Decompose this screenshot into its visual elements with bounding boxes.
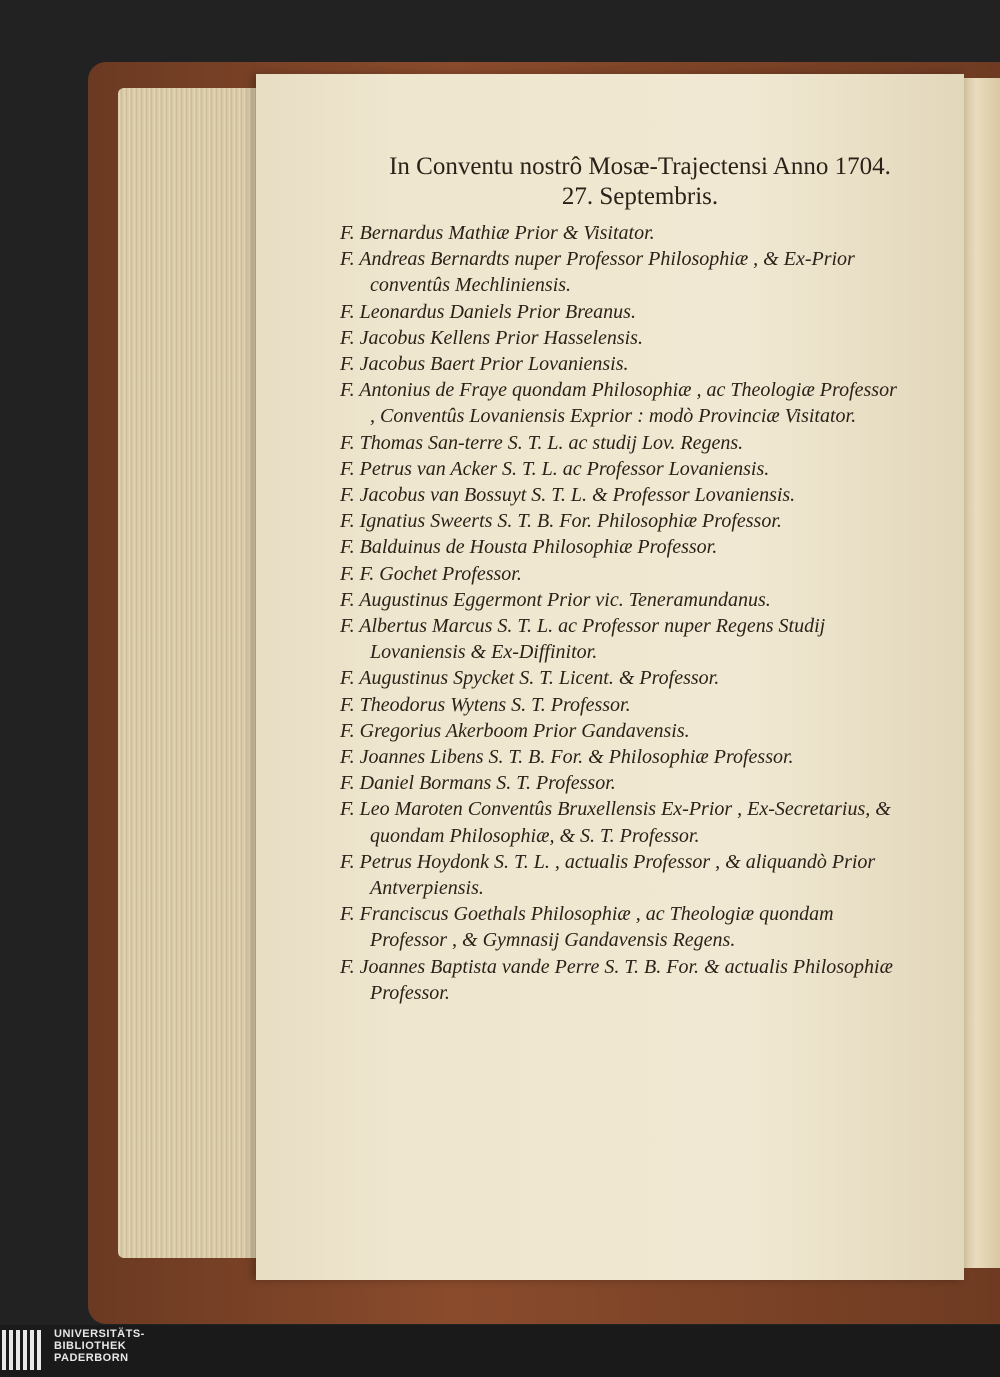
list-item: F. Ignatius Sweerts S. T. B. For. Philosophiæ Professor. [340,510,782,533]
library-line-2: BIBLIOTHEK [54,1340,127,1352]
list-item: F. Jacobus van Bossuyt S. T. L. & Professor Lovaniensis. [340,484,796,507]
list-item: F. Gregorius Akerboom Prior Gandavensis. [340,719,690,742]
list-item: F. Petrus van Acker S. T. L. ac Professor Lovaniensis. [340,457,770,480]
list-item: F. Balduinus de Housta Philosophiæ Professor. [340,536,718,559]
list-item: F. Leo Maroten Conventûs Bruxellensis Ex-Prior , Ex-Secretarius, & quondam Philosophiæ, & S. T. Professor. [340,798,891,847]
page-edges [118,88,268,1258]
library-logo-icon [2,1330,46,1370]
facing-page-edge [960,78,1000,1268]
list-item: F. Theodorus Wytens S. T. Professor. [340,693,631,716]
list-item: F. Albertus Marcus S. T. L. ac Professor nuper Regens Studij Lovaniensis & Ex-Diffinitor. [340,615,826,664]
list-item: F. Thomas San-terre S. T. L. ac studij Lov. Regens. [340,431,744,454]
list-item: F. Jacobus Kellens Prior Hasselensis. [340,326,643,349]
list-item: F. Petrus Hoydonk S. T. L. , actualis Professor , & aliquandò Prior Antverpiensis. [340,850,876,900]
entry-list [340,220,900,1006]
list-item: F. Joannes Libens S. T. B. For. & Philosophiæ Professor. [340,746,794,769]
library-line-3: PADERBORN [54,1352,129,1364]
library-line-1: UNIVERSITÄTS- [54,1328,145,1340]
heading-line-2: 27. Septembris. [561,183,719,210]
list-item: F. Jacobus Baert Prior Lovaniensis. [340,353,629,376]
list-item: F. Joannes Baptista vande Perre S. T. B. For. & actualis Philosophiæ Professor. [340,955,893,1004]
list-item: F. Andreas Bernardts nuper Professor Philosophiæ , & Ex-Prior conventûs Mechliniensis. [340,248,855,297]
list-item: F. Bernardus Mathiæ Prior & Visitator. [340,222,655,244]
list-item: F. Daniel Bormans S. T. Professor. [340,772,616,795]
library-logo-text [54,1328,145,1364]
list-item: F. F. Gochet Professor. [340,562,522,585]
list-item: F. Franciscus Goethals Philosophiæ , ac Theologiæ quondam Professor , & Gymnasij Gandavensis Regens. [340,903,834,952]
list-item: F. Antonius de Fraye quondam Philosophiæ , ac Theologiæ Professor , Conventûs Lovaniensis Exprior : modò Provinciæ Visitator. [340,379,897,428]
heading-line-1: In Conventu nostrô Mosæ-Trajectensi Anno 1704. [389,153,891,180]
list-item: F. Augustinus Spycket S. T. Licent. & Professor. [340,667,720,690]
list-item: F. Leonardus Daniels Prior Breanus. [340,300,636,323]
page-heading [340,152,940,212]
list-item: F. Augustinus Eggermont Prior vic. Teneramundanus. [340,588,771,611]
footer-bar [0,1325,1000,1377]
